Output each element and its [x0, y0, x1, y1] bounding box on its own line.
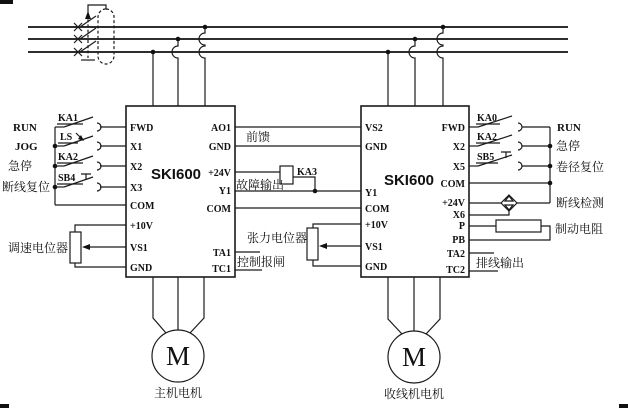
terminal-label: FWD	[130, 123, 154, 134]
terminal-label: TA2	[446, 249, 465, 260]
takeup-motor	[384, 277, 444, 401]
func-label-jog: JOG	[15, 141, 38, 153]
brake-resistor-body	[496, 220, 541, 232]
speed-pot-label: 调速电位器	[8, 241, 69, 255]
terminal-label: TC1	[212, 264, 231, 275]
terminal-label: X2	[130, 162, 143, 173]
inv2-supply-drops	[386, 25, 446, 106]
terminal-label: GND	[130, 263, 153, 274]
main-motor-label: 主机电机	[153, 386, 203, 400]
motor-symbol: M	[401, 342, 427, 372]
terminal-label: Y1	[218, 186, 231, 197]
brake-control-label: 控制报闸	[237, 255, 286, 269]
ka3-label: KA3	[297, 167, 317, 178]
terminal-label: COM	[206, 204, 231, 215]
fault-output-label: 故障输出	[236, 178, 285, 192]
takeup-motor-label: 收线机电机	[383, 387, 445, 401]
terminal-label: +10V	[365, 220, 388, 231]
inv2-function-labels	[556, 122, 604, 174]
terminal-label: COM	[440, 179, 465, 190]
tension-pot-body	[307, 228, 318, 260]
terminal-label: TC2	[446, 265, 465, 276]
func-label-diameter-reset: 卷径复位	[556, 160, 605, 174]
sensor-diamond	[501, 195, 517, 211]
switch-ref-label: KA2	[477, 132, 497, 143]
switch-ref-label: KA2	[58, 152, 78, 163]
terminal-label: VS1	[365, 242, 383, 253]
switch-ref-label: SB4	[58, 173, 76, 184]
terminal-label: X2	[452, 142, 465, 153]
speed-potentiometer	[8, 225, 126, 267]
func-label-wirebreak-reset: 断线复位	[2, 180, 51, 194]
wire-break-label: 断线检测	[556, 196, 605, 210]
tension-pot-wiper-arrow	[319, 243, 327, 249]
terminal-label: +24V	[442, 198, 465, 209]
switch-ka0	[469, 113, 550, 131]
fault-relay-ka3	[235, 166, 317, 193]
switch-ka2b	[469, 132, 550, 150]
terminal-label: +10V	[130, 221, 153, 232]
terminal-label: GND	[208, 142, 231, 153]
terminal-label: VS2	[365, 123, 383, 134]
switch-sb4	[55, 173, 126, 191]
terminal-label: TA1	[212, 248, 231, 259]
breaker-enclosure	[98, 9, 114, 64]
wire-break-sensor	[469, 195, 604, 215]
func-label-run: RUN	[557, 122, 581, 134]
feedforward-label: 前馈	[246, 130, 271, 144]
terminal-label: X3	[130, 183, 143, 194]
speed-pot-body	[70, 232, 81, 263]
terminal-label: VS1	[130, 243, 148, 254]
terminal-label: X5	[452, 162, 465, 173]
inverter1-model: SKI600	[150, 166, 202, 183]
terminal-label: COM	[365, 204, 390, 215]
func-label-estop: 急停	[556, 139, 581, 153]
terminal-label: PB	[452, 235, 465, 246]
traverse-output-label: 排线输出	[476, 256, 525, 270]
terminal-label: Y1	[365, 188, 378, 199]
terminal-label: GND	[365, 262, 388, 273]
func-label-estop: 急停	[8, 159, 33, 173]
terminal-label: X6	[452, 210, 465, 221]
speed-pot-wiper-arrow	[82, 244, 90, 250]
switch-ka2	[55, 152, 126, 170]
terminal-label: P	[458, 221, 465, 232]
inv1-supply-drops	[151, 25, 208, 106]
inv1-function-labels	[2, 122, 50, 194]
motor-symbol: M	[165, 341, 191, 371]
main-motor	[152, 277, 204, 400]
switch-ka1	[55, 113, 126, 131]
brake-control-output	[235, 252, 285, 270]
switch-ref-label: LS	[60, 132, 73, 143]
switch-ref-label: SB5	[477, 152, 495, 163]
sb4-pushbutton-actuator	[81, 174, 91, 180]
terminal-label: FWD	[441, 123, 465, 134]
terminal-label: COM	[130, 201, 155, 212]
traverse-output	[469, 253, 524, 271]
brake-resistor-label: 制动电阻	[555, 222, 604, 236]
terminal-label: GND	[365, 142, 388, 153]
func-label-run: RUN	[13, 122, 37, 134]
sb5-pushbutton-actuator	[501, 152, 511, 158]
terminal-label: AO1	[211, 123, 231, 134]
switch-sb5	[469, 152, 550, 170]
inv1-input-switches	[53, 113, 126, 205]
tension-pot-label: 张力电位器	[247, 231, 308, 245]
braking-resistor	[469, 220, 603, 240]
terminal-label: X1	[130, 142, 143, 153]
switch-ls	[55, 132, 126, 150]
three-phase-lines	[28, 27, 568, 52]
inv2-input-switches	[469, 113, 552, 203]
inverter2-model: SKI600	[383, 172, 435, 189]
breaker-symbol	[74, 5, 114, 64]
terminal-label: +24V	[208, 168, 231, 179]
switch-ref-label: KA1	[58, 113, 78, 124]
switch-ref-label: KA0	[477, 113, 497, 124]
